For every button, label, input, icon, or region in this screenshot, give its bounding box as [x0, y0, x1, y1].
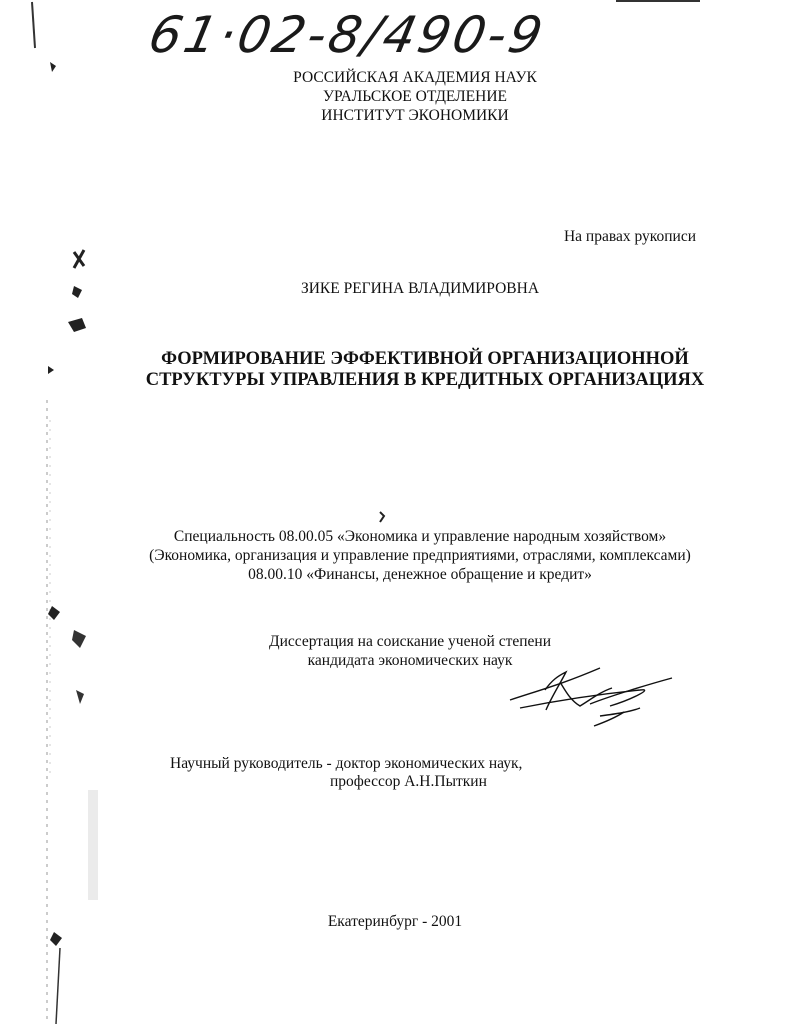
author-name: ЗИКЕ РЕГИНА ВЛАДИМИРОВНА [300, 280, 540, 297]
manuscript-rights-note: На правах рукописи [563, 228, 696, 245]
binding-mark [68, 318, 86, 332]
specialty-line-3: 08.00.10 «Финансы, денежное обращение и кредит» [248, 566, 592, 583]
degree-line-1: Диссертация на соискание ученой степени [269, 633, 551, 650]
advisor-title: Научный руководитель - доктор экономических наук, [170, 755, 523, 772]
binding-mark [50, 932, 62, 946]
header-line-institute: ИНСТИТУТ ЭКОНОМИКИ [321, 107, 509, 124]
title-line-2: СТРУКТУРЫ УПРАВЛЕНИЯ В КРЕДИТНЫХ ОРГАНИЗАЦИЯХ [145, 370, 705, 390]
advisor-name: профессор А.Н.Пыткин [330, 773, 487, 790]
dissertation-title [140, 349, 710, 391]
specialty-line-2: (Экономика, организация и управление предприятиями, отраслями, комплексами) [149, 547, 691, 564]
binding-mark [50, 62, 56, 72]
stamp-mark [380, 512, 384, 522]
organization-header [250, 68, 580, 125]
corner-stroke [32, 2, 35, 48]
header-line-academy: РОССИЙСКАЯ АКАДЕМИЯ НАУК [293, 69, 537, 86]
degree-line-2: кандидата экономических наук [307, 652, 513, 669]
specialty-line-1: Специальность 08.00.05 «Экономика и управление народным хозяйством» [173, 528, 667, 545]
binding-mark [72, 286, 82, 298]
binding-mark [48, 366, 54, 374]
binding-mark [56, 948, 60, 1024]
degree-statement [250, 632, 570, 670]
binding-mark [72, 630, 86, 648]
handwritten-archive-code: 61·02-8/490-9 [143, 6, 551, 64]
title-line-1: ФОРМИРОВАНИЕ ЭФФЕКТИВНОЙ ОРГАНИЗАЦИОННОЙ [161, 349, 689, 369]
header-line-branch: УРАЛЬСКОЕ ОТДЕЛЕНИЕ [322, 88, 508, 105]
city-and-year: Екатеринбург - 2001 [327, 913, 463, 930]
binding-mark [76, 690, 84, 704]
binding-mark [48, 606, 60, 620]
specialty-block [120, 527, 720, 584]
binding-mark [74, 250, 84, 268]
left-edge-noise [88, 790, 98, 900]
signature [510, 668, 672, 726]
